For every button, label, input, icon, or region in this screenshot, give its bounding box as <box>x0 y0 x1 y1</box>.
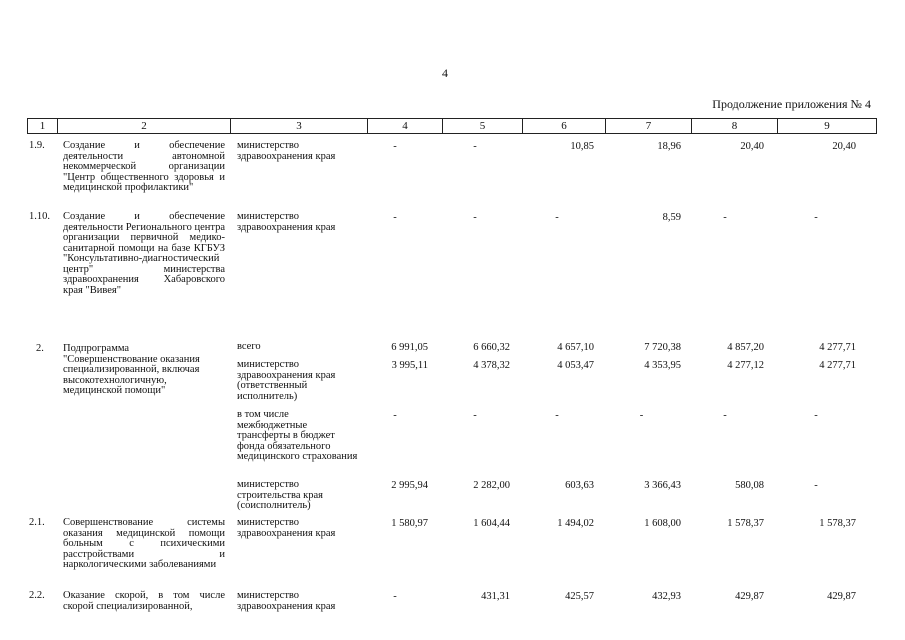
continuation-label: Продолжение приложения № 4 <box>712 97 871 111</box>
value-cell: 1 608,00 <box>644 518 681 529</box>
value-cell: 1 604,44 <box>473 518 510 529</box>
column-header: 4 <box>368 119 443 133</box>
value-cell: 4 378,32 <box>473 360 510 371</box>
row-executor: министерство здравоохранения края <box>237 590 336 612</box>
value-cell: 7 720,38 <box>644 342 681 353</box>
row-executor: министерство здравоохранения края <box>237 211 336 233</box>
column-header: 8 <box>692 119 778 133</box>
value-cell: - <box>393 212 397 223</box>
value-cell: 3 995,11 <box>391 360 428 371</box>
value-cell: - <box>393 410 397 421</box>
value-cell: 10,85 <box>570 141 594 152</box>
value-cell: - <box>473 410 477 421</box>
row-name: Оказание скорой, в том числе скорой специализированной, <box>63 590 225 612</box>
value-cell: 1 580,97 <box>391 518 428 529</box>
value-cell: - <box>639 410 644 421</box>
row-code: 1.10. <box>29 211 50 222</box>
row-name: Создание и обеспечение деятельности Регионального центра организации первичной медико-санитарной помощи на базе КГБУЗ "Консультативно-диагностический центр" министерства здравоохранения Хабаровского края "Вивея" <box>63 211 225 296</box>
value-cell: 20,40 <box>832 141 856 152</box>
page-number: 4 <box>442 66 448 80</box>
row-name: Подпрограмма "Совершенствование оказания специализированной, включая высокотехнологичную, медицинской помощи" <box>63 343 200 396</box>
value-cell: 6 660,32 <box>473 342 510 353</box>
value-cell: - <box>814 480 818 491</box>
value-cell: - <box>723 410 727 421</box>
value-cell: - <box>393 141 397 152</box>
value-cell: 1 494,02 <box>557 518 594 529</box>
value-cell: 429,87 <box>827 591 856 602</box>
value-cell: - <box>555 212 559 223</box>
value-cell: 6 991,05 <box>391 342 428 353</box>
value-cell: - <box>814 212 818 223</box>
value-cell: 2 282,00 <box>473 480 510 491</box>
value-cell: 4 657,10 <box>557 342 594 353</box>
column-header: 9 <box>824 120 830 132</box>
row-code: 2.1. <box>29 517 45 528</box>
value-cell: 4 277,12 <box>727 360 764 371</box>
value-cell: 8,59 <box>662 212 681 223</box>
value-cell: 3 366,43 <box>644 480 681 491</box>
row-code: 2.2. <box>29 590 45 601</box>
value-cell: 4 053,47 <box>557 360 594 371</box>
value-cell: 2 995,94 <box>391 480 428 491</box>
value-cell: - <box>393 591 397 602</box>
value-cell: - <box>723 212 727 223</box>
value-cell: - <box>814 410 818 421</box>
value-cell: 429,87 <box>735 591 764 602</box>
column-header: 1 <box>28 119 58 133</box>
column-header: 2 <box>58 119 231 133</box>
row-executor: в том числе межбюджетные трансферты в бюджет фонда обязательного медицинского страхования <box>237 409 358 462</box>
row-name: Совершенствование системы оказания медицинской помощи больным с психическими расстройствами и наркологическими заболеваниями <box>63 517 225 570</box>
row-executor: министерство строительства края (соисполнитель) <box>237 479 323 511</box>
column-header: 7 <box>606 119 692 133</box>
value-cell: - <box>473 212 477 223</box>
column-header: 3 <box>231 119 368 133</box>
row-code: 1.9. <box>29 140 45 151</box>
value-cell: 20,40 <box>740 141 764 152</box>
column-header: 6 <box>523 119 606 133</box>
row-name: Создание и обеспечение деятельности автономной некоммерческой организации "Центр общественного здоровья и медицинской профилактики" <box>63 140 225 193</box>
value-cell: 425,57 <box>565 591 594 602</box>
row-executor: министерство здравоохранения края <box>237 517 336 539</box>
value-cell: 603,63 <box>565 480 594 491</box>
row-code: 2. <box>36 343 44 354</box>
value-cell: - <box>473 141 477 152</box>
value-cell: 580,08 <box>735 480 764 491</box>
value-cell: 1 578,37 <box>727 518 764 529</box>
row-executor: всего <box>237 341 261 352</box>
value-cell: 4 277,71 <box>819 360 856 371</box>
column-header: 5 <box>443 119 523 133</box>
table-header-row <box>27 118 877 134</box>
value-cell: 4 277,71 <box>819 342 856 353</box>
value-cell: 1 578,37 <box>819 518 856 529</box>
row-executor: министерство здравоохранения края <box>237 140 336 162</box>
value-cell: - <box>555 410 559 421</box>
value-cell: 4 353,95 <box>644 360 681 371</box>
value-cell: 432,93 <box>652 591 681 602</box>
value-cell: 18,96 <box>657 141 681 152</box>
value-cell: 4 857,20 <box>727 342 764 353</box>
row-executor: министерство здравоохранения края (ответственный исполнитель) <box>237 359 336 402</box>
value-cell: 431,31 <box>481 591 510 602</box>
